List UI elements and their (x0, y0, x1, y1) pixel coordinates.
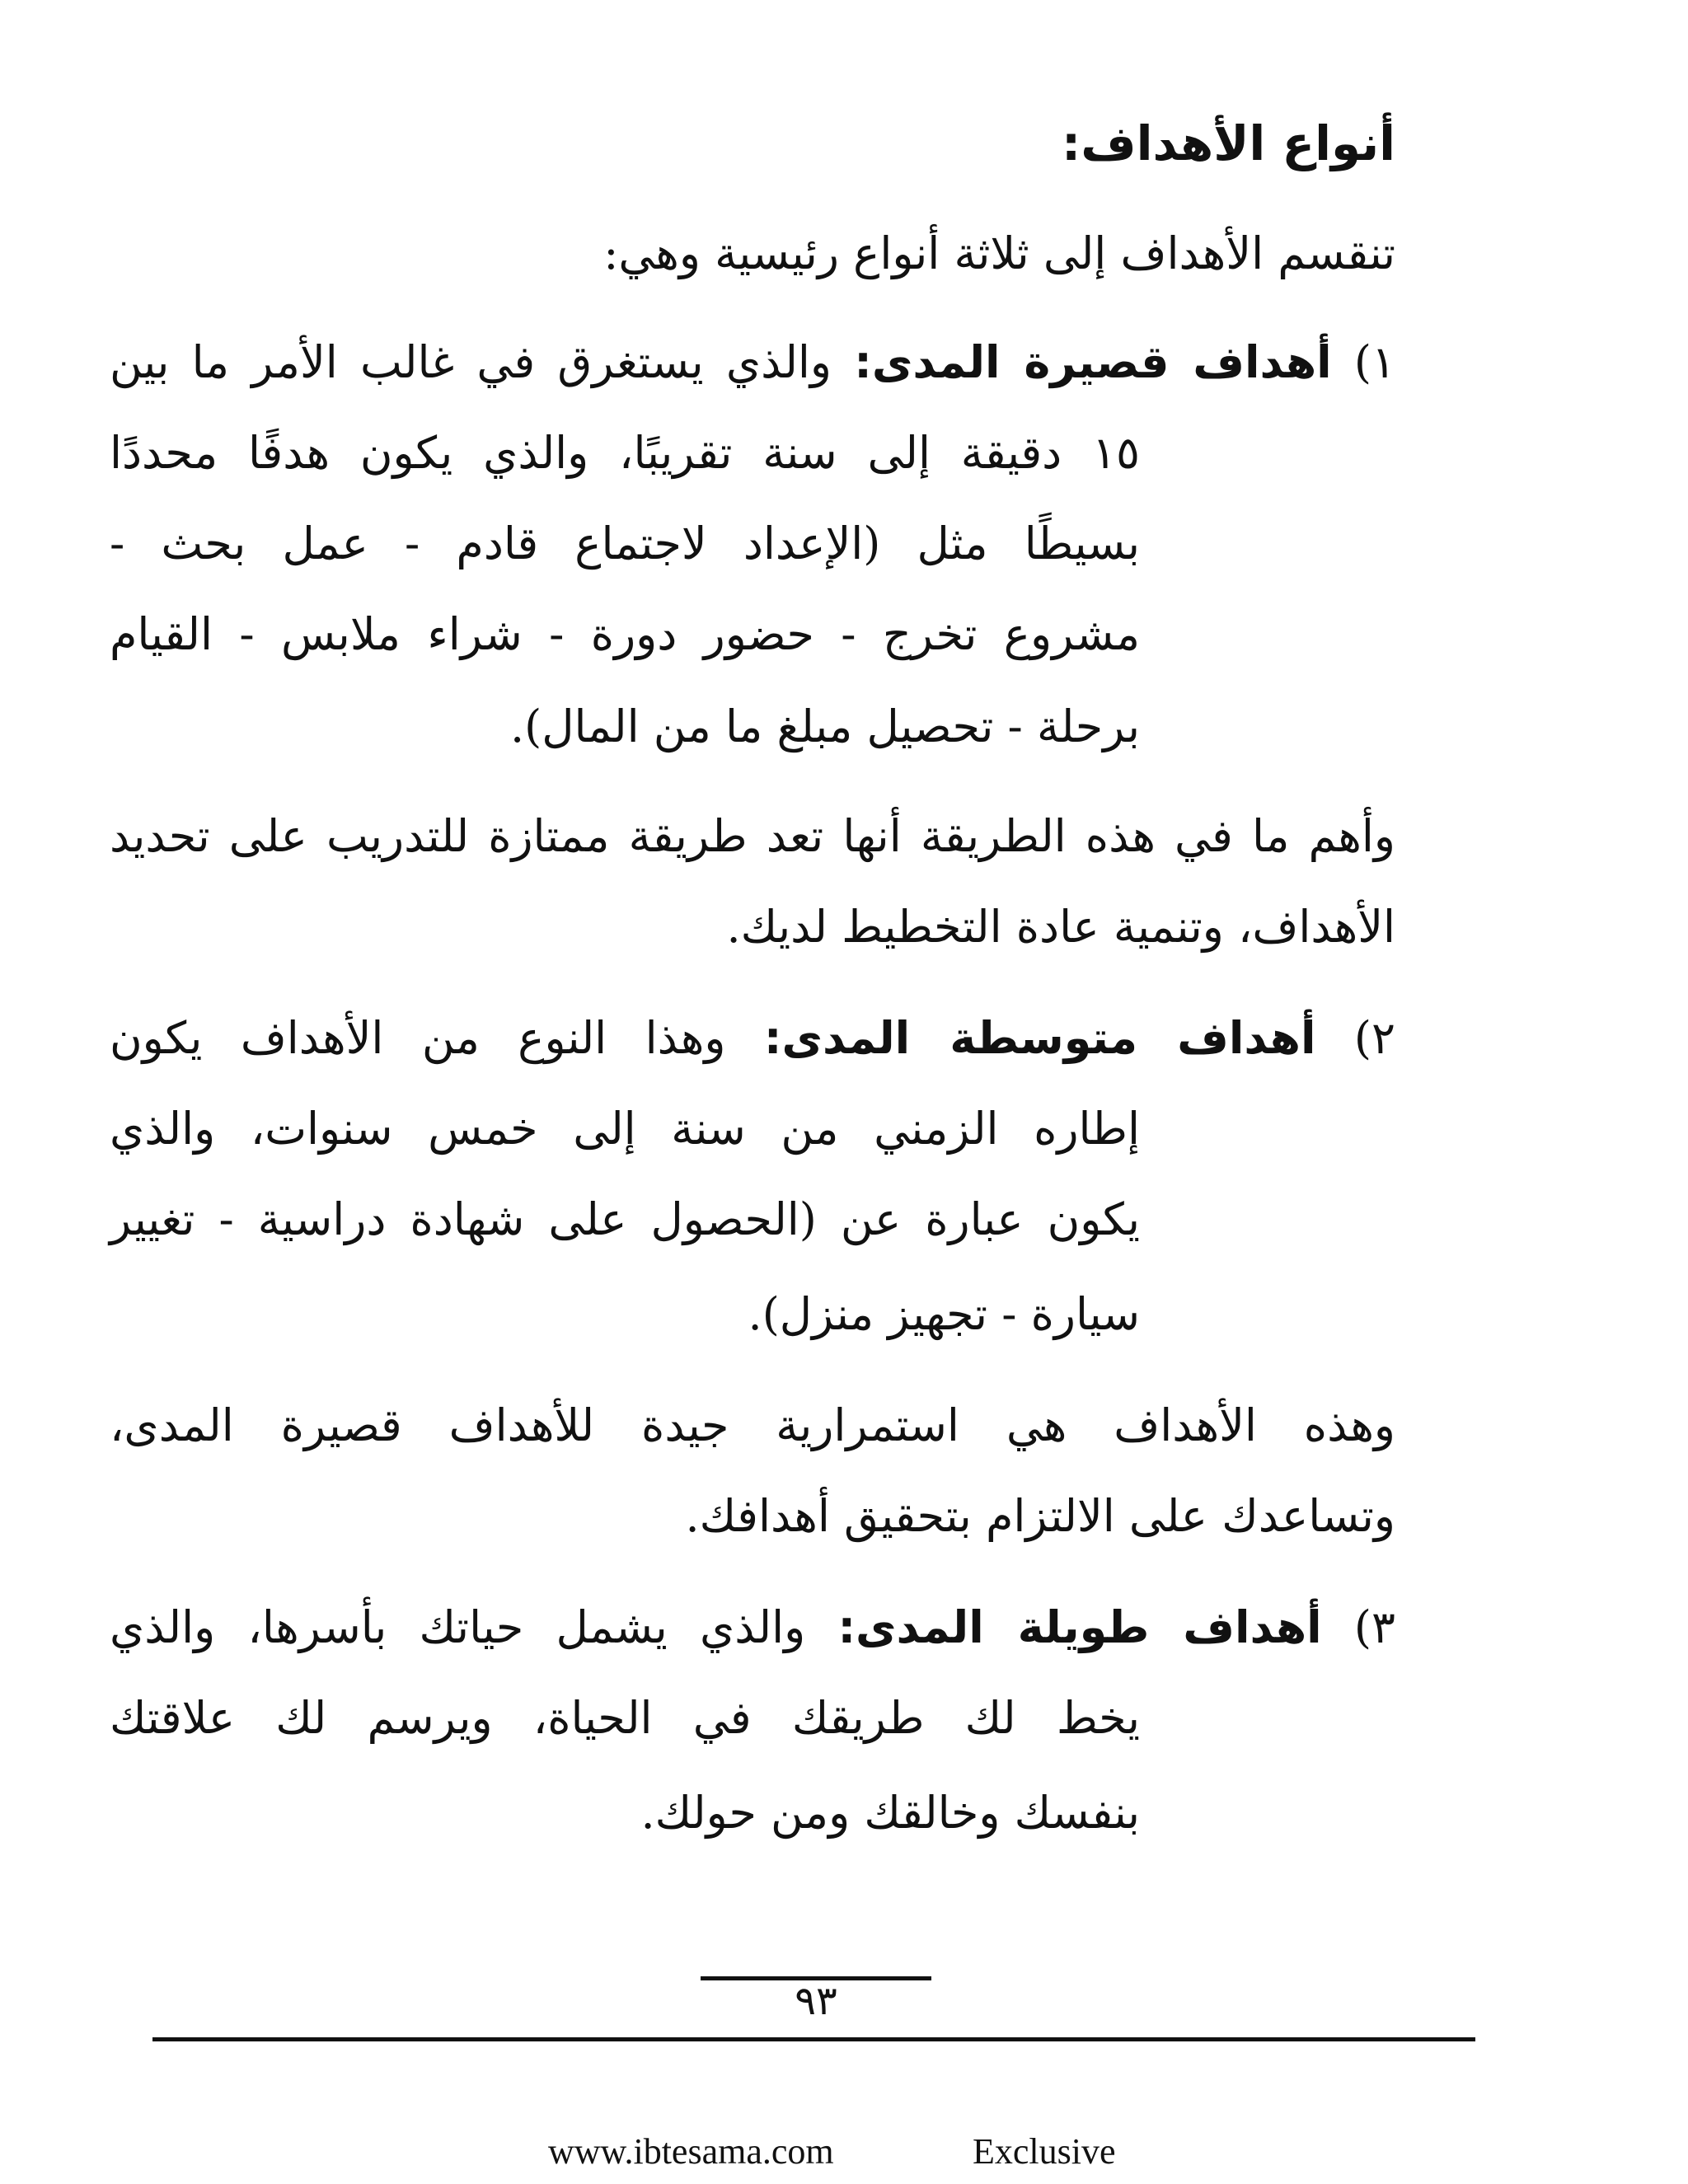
item1-line4: مشروع تخرج - حضور دورة - شراء ملابس - القيام (110, 608, 1140, 660)
footer-url: www.ibtesama.com (548, 2131, 834, 2172)
item1-line5: برحلة - تحصيل مبلغ ما من المال). (509, 701, 1140, 752)
item3-number: ٣) (1353, 1601, 1396, 1653)
item2-line4: سيارة - تجهيز منزل). (748, 1288, 1140, 1340)
item3-title: أهداف طويلة المدى: (837, 1601, 1322, 1653)
item3-line3: بنفسك وخالقك ومن حولك. (640, 1787, 1140, 1839)
para1-line2: الأهداف، وتنمية عادة التخطيط لديك. (726, 901, 1395, 953)
item1-line1 (110, 330, 1395, 396)
para1-line1: وأهم ما في هذه الطريقة أنها تعد طريقة ممتازة للتدريب على تحديد (110, 810, 1395, 862)
item2-line1 (110, 1005, 1395, 1071)
footer-divider (152, 2037, 1475, 2041)
item1-number: ١) (1353, 336, 1395, 388)
item3-line2: يخط لك طريقك في الحياة، ويرسم لك علاقتك (110, 1692, 1140, 1744)
page-number: ٩٣ (795, 1978, 837, 2024)
item2-line1-text: وهذا النوع من الأهداف يكون (110, 1012, 726, 1064)
item3-line1 (110, 1595, 1395, 1661)
item1-title: أهداف قصيرة المدى: (854, 336, 1332, 388)
item3-line1-text: والذي يشمل حياتك بأسرها، والذي (110, 1601, 806, 1653)
item2-line2: إطاره الزمني من سنة إلى خمس سنوات، والذي (110, 1103, 1140, 1155)
item2-line3: يكون عبارة عن (الحصول على شهادة دراسية - تغيير (110, 1193, 1140, 1245)
footer-tag: Exclusive (973, 2131, 1116, 2172)
item1-line3: بسيطًا مثل (الإعداد لاجتماع قادم - عمل بحث - (110, 518, 1140, 569)
para2-line1: وهذه الأهداف هي استمرارية جيدة للأهداف قصيرة المدى، (110, 1399, 1395, 1451)
section-heading: أنواع الأهداف: (1062, 115, 1395, 171)
item1-line2: ١٥ دقيقة إلى سنة تقريبًا، والذي يكون هدفًا محددًا (110, 427, 1140, 479)
intro-text: تنقسم الأهداف إلى ثلاثة أنواع رئيسية وهي: (603, 227, 1395, 279)
item2-number: ٢) (1353, 1012, 1395, 1064)
item2-title: أهداف متوسطة المدى: (763, 1012, 1316, 1064)
item1-line1-text: والذي يستغرق في غالب الأمر ما بين (110, 336, 832, 388)
para2-line2: وتساعدك على الالتزام بتحقيق أهدافك. (685, 1490, 1395, 1542)
